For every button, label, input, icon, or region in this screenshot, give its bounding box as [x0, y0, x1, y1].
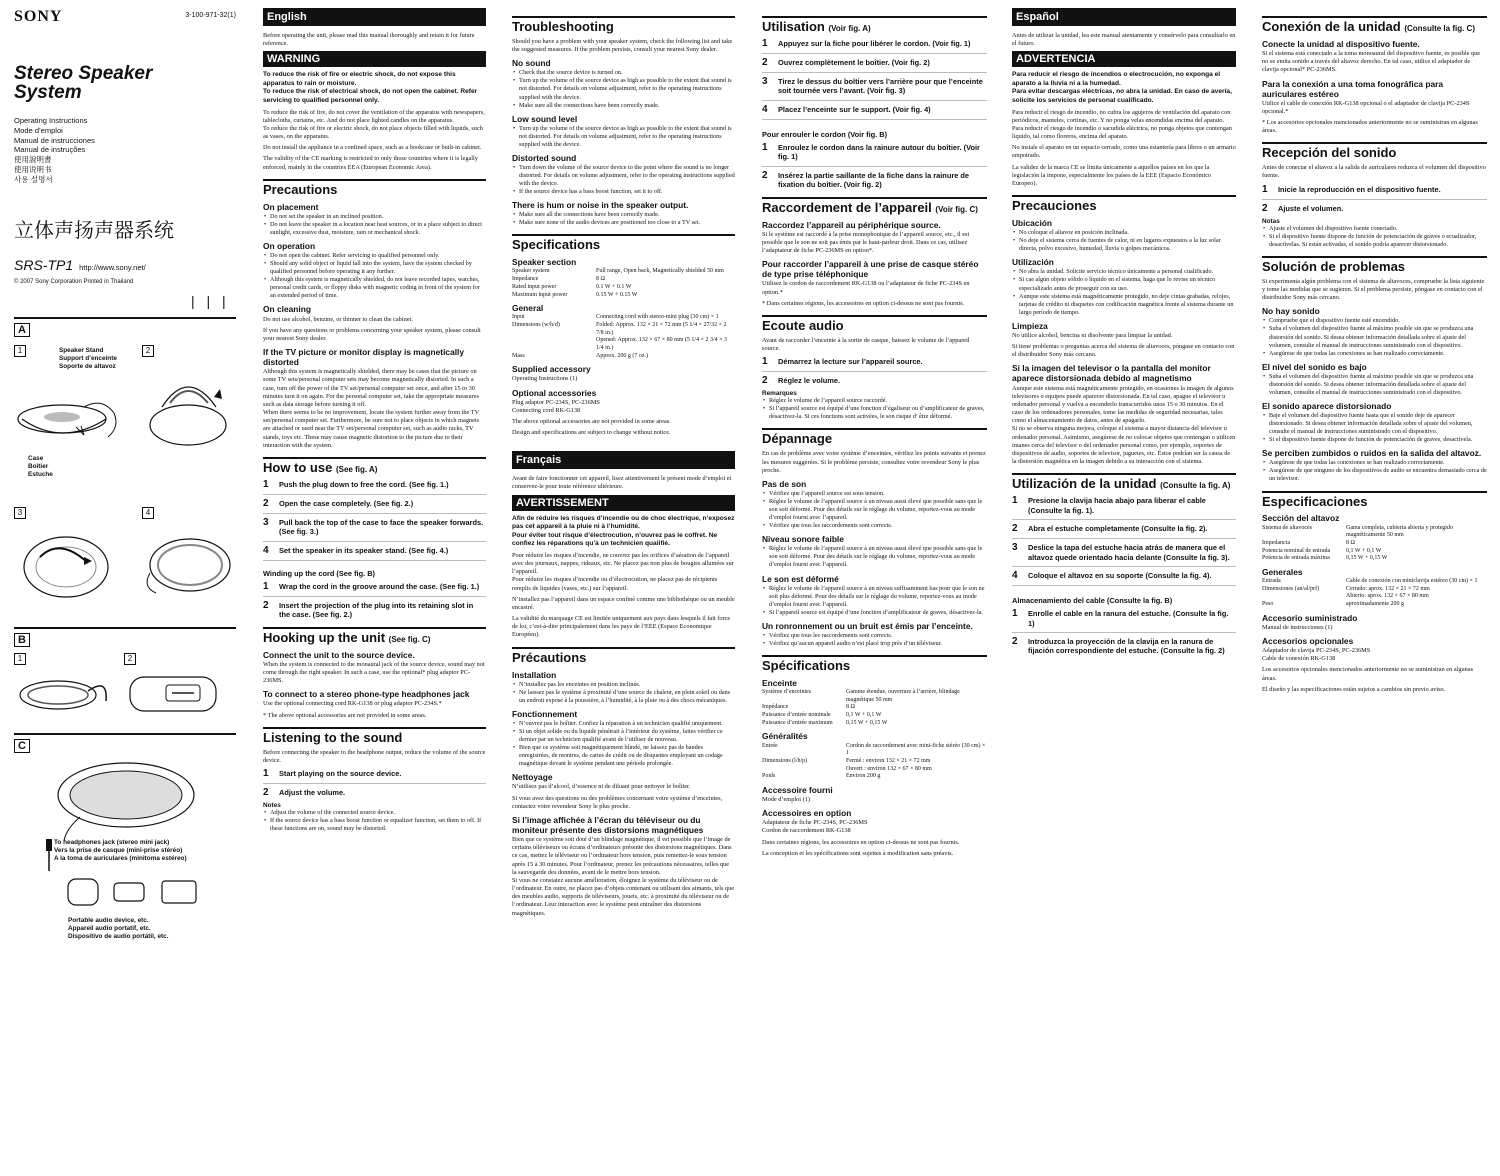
spec-row: Potencia nominal de entrada 0,1 W + 0,1 W [1262, 547, 1382, 554]
recepcion-step-1: 1 Inicie la reproducción en el dispositivo fuente. [1262, 185, 1487, 200]
notas-list [1262, 225, 1487, 249]
nettoyage-heading: Nettoyage [512, 772, 553, 783]
utilizacion-step-4: 4 Coloque el altavoz en su soporte (Consulte la fig. 4). [1012, 571, 1236, 586]
spec-row: Puissance d’entrée nominale 0,1 W + 0,1 W [762, 712, 882, 719]
no-sound-heading: No sound [512, 58, 551, 69]
distorsionado-list [1262, 412, 1487, 444]
design-note: Design and specifications are subject to change without notice. [512, 429, 671, 437]
utilisation-step-4: 4 Placez l’enceinte sur le support. (Voir fig. 4) [762, 105, 987, 120]
cleaning-text: Do not use alcohol, benzine, or thinner to clean the cabinet. [263, 315, 413, 323]
speaker-stand-label: Speaker Stand Support d’enceinte Soporte de altavoz [59, 347, 117, 371]
precautions-heading: Precautions [263, 179, 486, 198]
spec-row: Entrée Cordon de raccordement avec mini-fiche stéréo (30 cm) × 1 [762, 742, 986, 757]
utilizacion-heading: Utilización [1012, 257, 1054, 268]
utilisation-step-1: 1 Appuyez sur la fiche pour libérer le cordon. (Voir fig. 1) [762, 39, 987, 54]
connect-source-heading: Connect the unit to the source device. [263, 649, 415, 660]
installation-heading: Installation [512, 669, 557, 680]
fig-a-number-2: 2 [142, 345, 154, 357]
almacenamiento-step-1: 1 Enrolle el cable en la ranura del estuche. (Consulte la fig. 1) [1012, 609, 1236, 633]
list-item: • No deje el sistema cerca de fuentes de calor, ni en lugares expuestos a la luz solar directa, polvo excesivo, humedad, lluvia o golpes mecánicos. [1012, 237, 1236, 253]
fig-c-devices-illustration [58, 875, 208, 913]
french-questions-text: Si vous avez des questions ou des problèmes concernant votre système d’enceintes, contactez votre revendeur Sony le plus proche. [512, 794, 723, 810]
almacenamiento-heading: Almacenamiento del cable (Consulte la fig. B) [1012, 596, 1173, 606]
list-item: • Réglez le volume de l’appareil source à un niveau aussi élevé que possible sans que le son soit déformé. Pour des détails sur le réglage du volume, reportez-vous au mode d’emploi fourni avec l’appareil. [762, 498, 987, 522]
depannage-heading: Dépannage [762, 428, 987, 447]
french-tv-heading: Si l’image affichée à l’écran du téléviseur ou du moniteur présente des distorsions magnétiques [512, 814, 704, 835]
list-item: • Make sure all the connections have been correctly made. [512, 102, 735, 110]
ecoute-step-2: 2 Réglez le volume. [762, 375, 841, 387]
spec-row: Sistema de altavoces Gama completa, cubierta abierta y protegido magnéticamente 50 mm [1262, 524, 1453, 539]
no-sound-list [512, 69, 735, 109]
spanish-column-1 [1012, 8, 1236, 660]
section-label-b: B [14, 633, 30, 647]
avertissement-text: Pour réduire les risques d’incendie, ne couvrez pas les orifices d’aération de l’appareil avec des journaux, nappes, rideaux, etc. Ne placez pas non plus de bougies allumées sur l’appareil. Pour réduire les risques d’incendie ou d’électrocution, ne placez pas de récipients remplis de liquides (vases, etc.) sur l’appareil. [512, 551, 734, 592]
fig-b1-illustration [16, 673, 112, 723]
list-item: • N’installez pas les enceintes en position inclinée. [512, 681, 735, 689]
spec-row: Dimensions (l/h/p) Fermé : environ 132 × 21 × 72 mm Ouvert : environ 132 × 67 × 80 mm [762, 757, 932, 772]
fig-b2-illustration [126, 669, 226, 725]
no-hay-sonido-heading: No hay sonido [1262, 306, 1320, 317]
spanish-language-header: Español [1012, 8, 1236, 26]
list-item: • If the source device has a bass boost function, set it to off. [512, 188, 735, 196]
spec-row: Potencia de entrada máxima 0,15 W + 0,15 W [1262, 555, 1388, 562]
tv-distortion-heading: If the TV picture or monitor display is magnetically distorted [263, 347, 465, 368]
list-item: • Vérifiez que l’appareil source est sous tension. [762, 490, 987, 498]
hooking-up-heading: Hooking up the unit (See fig. C) [263, 627, 486, 646]
french-language-header: Français [512, 451, 735, 469]
warning-text: To reduce the risk of fire, do not cover the ventilation of the apparatus with newspapers, tablecloths, curtains, etc. And do not place lighted candles on the apparatus. To reduce the risk of fire or electric shock, do not place objects filled with liquids, such as vases, on the apparatus. [263, 108, 485, 141]
spanish-optional-footnote: * Los accesorios opcionales mencionados anteriormente no se suministran en algunas áreas. [1262, 119, 1478, 135]
depannage-intro: En cas de problème avec votre système d’enceintes, vérifiez les points suivants et prenez les mesures suggérées. Si le problème persiste, consultez votre revendeur Sony le plus proche. [762, 450, 986, 474]
list-item: • Turn up the volume of the source device as high as possible to the extent that sound is not distorted. For details on volume adjustment, refer to the operating instructions supplied with the device. [512, 125, 735, 149]
listening-step-2: 2 Adjust the volume. [263, 786, 346, 798]
install-text: Do not install the appliance in a confined space, such as a bookcase or built-in cabinet. [263, 144, 482, 152]
list-item: • Asegúrese de que todas las conexiones se han realizado correctamente. [1262, 459, 1487, 467]
enceinte-heading: Enceinte [762, 678, 797, 688]
niveau-faible-heading: Niveau sonore faible [762, 534, 844, 545]
general-spec-table [512, 314, 735, 360]
english-french-column [512, 8, 735, 921]
low-sound-list [512, 125, 735, 149]
fig-a1-illustration [14, 377, 124, 457]
spec-row: Système d’enceintes Gamme étendue, ouverture à l’arrière, blindage magnétique 50 mm [762, 689, 960, 703]
general-heading: General [512, 303, 544, 314]
sony-logo: SONY [14, 8, 63, 25]
fonctionnement-heading: Fonctionnement [512, 708, 578, 719]
manual-titles: Operating Instructions Mode d’emploi Manual de instrucciones Manual de instruções 使用說明書 使用说明书 사용 설명서 [14, 116, 95, 184]
list-item: • Vérifiez que tous les raccordements sont corrects. [762, 522, 987, 530]
nivel-bajo-list [1262, 373, 1487, 397]
list-item: • Si l’appareil source est équipé d’une fonction d’amplificateur de graves, désactivez-la. [762, 609, 987, 617]
list-item: • Réglez le volume de l’appareil source à un niveau suffisamment bas pour que le son ne soit plus déformé. Pour des détails sur le réglage du volume, reportez-vous au mode d’emploi fourni avec l’appareil. [762, 585, 987, 609]
enceinte-spec-table [762, 689, 987, 727]
utilizacion-step-1: 1 Presione la clavija hacia abajo para liberar el cable (Consulte la fig. 1). [1012, 496, 1236, 520]
stereo-jack-text: Use the optional connecting cord RK-G138 or plug adaptor PC-234S.* [263, 700, 442, 708]
operation-list [263, 252, 486, 300]
list-item: • Ajuste el volumen del dispositivo fuente conectado. [1262, 225, 1487, 233]
fig-a-number-1: 1 [14, 345, 26, 357]
avertissement-header: AVERTISSEMENT [512, 495, 735, 511]
part-number: 3-100-971-32(1) [185, 12, 236, 19]
notes-list [263, 809, 486, 833]
ronronnement-heading: Un ronronnement ou un bruit est émis par l’enceinte. [762, 620, 973, 631]
accesorio-suministrado-text: Manual de instrucciones (1) [1262, 623, 1333, 631]
list-item: • N’ouvrez pas le boîtier. Confiez la réparation à un technicien qualifié uniquement. [512, 720, 735, 728]
no-hay-sonido-list [1262, 317, 1487, 357]
conecte-heading: Conecte la unidad al dispositivo fuente. [1262, 38, 1420, 49]
raccorder-text: Si le système est raccordé à la prise monophonique de l’appareil source, etc., il est possible que le son ne soit pas émis par le haut-parleur droit. Dans ce cas, utilisez l’adaptateur de fiche PC-236MS en option*. [762, 230, 970, 255]
speaker-section-heading: Speaker section [512, 257, 577, 268]
distorsionado-heading: El sonido aparece distorsionado [1262, 400, 1392, 411]
listening-step-1: 1 Start playing on the source device. [263, 769, 486, 784]
advertencia-header: ADVERTENCIA [1012, 51, 1236, 67]
listening-text: Before connecting the speaker to the headphone output, reduce the volume of the source device. [263, 748, 486, 764]
list-item: • No abra la unidad. Solicite servicio técnico únicamente a personal cualificado. [1012, 268, 1236, 276]
how-to-use-heading: How to use (See fig. A) [263, 457, 486, 476]
connect-source-text: When the system is connected to the monaural jack of the source device, sound may not come through the right speaker. In such a case, use the optional* plug adaptor PC-236MS. [263, 660, 485, 685]
spanish-install-text: No instale el aparato en un espacio cerrado, como una estantería para libros o un armario empotrado. [1012, 144, 1236, 160]
recepcion-step-2: 2 Ajuste el volumen. [1262, 202, 1344, 214]
french-tv-text: Bien que ce système soit doté d’un blindage magnétique, il est possible que l’image de certains téléviseurs ou écrans d’ordinateurs présente des distorsions magnétiques. Dans ce cas, mettez le téléviseur ou l’ordinateur hors tension, puis remettez-le sous tension après 15 à 30 minutes. Pour l’ordinateur, prenez les précautions nécessaires, telles que la sauvegarde des données, avant de le mettre hors tension. Si vous ne constatez aucune amélioration, éloignez le système du téléviseur ou de l’ordinateur. En outre, ne placez pas d’objets contenant ou utilisant des aimants, tels que des meubles audio, supports de téléviseurs, jouets, etc. à proximité du téléviseur ou de l’ordinateur. Leur interaction avec le système peut entraîner des distorsions magnétiques. [512, 836, 735, 917]
spec-row: Entrada Cable de conexión con miniclavija estéreo (30 cm) × 1 [1262, 578, 1478, 584]
list-item: • Make sure none of the audio devices are positioned too close to a TV set. [512, 219, 735, 227]
spanish-tv-text: Aunque este sistema está magnéticamente protegido, en ocasiones la imagen de algunos televisores o equipos puede aparecer distorsionada. En tal caso, apague el televisor u ordenador personal y vuelva a encenderlo transcurridos unos 15 o 30 minutos. En el caso de los ordenadores personales, tome las medidas de seguridad necesarias, tales como el almacenamiento de datos, antes de apagarlo. Si no se observa ninguna mejora, coloque el sistema a mayor distancia del televisor u ordenador personal. Asimismo, asegúrese de no colocar objetos que contengan o utilicen imanes cerca del televisor o del ordenador personal como, por ejemplo, soportes de dispositivos de audio, soportes de televisor, juguetes, etc. Éstos podrían ser la causa de la distorsión magnética en la imagen debido a su interacción con el sistema. [1012, 384, 1236, 466]
limpieza-text: No utilice alcohol, bencina ni disolvente para limpiar la unidad. [1012, 331, 1173, 339]
notas-heading: Notas [1262, 217, 1280, 225]
how-step-1: 1 Push the plug down to free the cord. (See fig. 1.) [263, 480, 486, 495]
nivel-bajo-heading: El nivel del sonido es bajo [1262, 361, 1367, 372]
spanish-questions-text: Si tiene problemas o preguntas acerca del sistema de altavoces, póngase en contacto con el distribuidor Sony más cercano. [1012, 343, 1235, 359]
fig-b-number-1: 1 [14, 653, 26, 665]
list-item: • Compruebe que el dispositivo fuente esté encendido. [1262, 317, 1487, 325]
almacenamiento-step-2: 2 Introduzca la proyección de la clavija en la ranura de fijación correspondiente del estuche. (Consulte la fig. 2) [1012, 636, 1225, 656]
on-cleaning-heading: On cleaning [263, 304, 311, 315]
tv-distortion-text: Although this system is magnetically shielded, there may be cases that the picture on some TV sets/personal computer sets may become magnetically distorted. In such a case, turn off the power of the TV set/personal computer set once, and after 15 to 30 minutes turn it on again. For the personal computer set, take the appropriate measures such as data storage before turning it off. When there seems to be no improvement, locate the system further away from the TV set/personal computer set. Furthermore, be sure not to place objects in which magnets are attached or used near the TV set/personal computer set, such as audio racks, TV stands, toys etc. These may cause magnetic distortion to the picture due to their interaction with the system. [263, 368, 480, 449]
list-item: • Si cae algún objeto sólido o líquido en el sistema, haga que lo revise un técnico especializado antes de proseguir con su uso. [1012, 276, 1236, 292]
questions-text: If you have any questions or problems concerning your speaker system, please consult your nearest Sony dealer. [263, 326, 481, 342]
niveau-faible-list [762, 545, 987, 569]
supplied-accessory-text: Operating Instructions (1) [512, 375, 578, 383]
list-item: • Do not set the speaker in an inclined position. [263, 213, 486, 221]
list-item: • Turn down the volume of the source device to the point where the sound is no longer distorted. For details on volume adjustment, refer to the operating instructions supplied with the device. [512, 164, 735, 188]
specifications-fr-heading: Spécifications [762, 655, 987, 674]
list-item: • Baje el volumen del dispositivo fuente hasta que el sonido deje de aparecer distorsionado. Si desea obtener información detallada sobre el ajuste del volumen, consulte el manual de instrucciones suministrado con el dispositivo. [1262, 412, 1487, 436]
figure-b-illustrations [14, 647, 236, 733]
spanish-column-2 [1262, 8, 1487, 697]
optional-accessories-text: Plug adaptor PC-234S, PC-236MS Connecting cord RK-G138 [512, 398, 600, 414]
list-item: • Réglez le volume de l’appareil source raccordé. [762, 397, 987, 405]
cover-column [14, 8, 236, 953]
english-intro: Before operating the unit, please read this manual thoroughly and retain it for future reference. [263, 32, 475, 48]
portable-devices-label: Portable audio device, etc. Appareil audio portatif, etc. Dispositivo de audio portátil, etc. [68, 917, 169, 941]
list-item: • Check that the source device is turned on. [512, 69, 735, 77]
spec-row: Dimensions (w/h/d) Folded: Approx. 132 × 21 × 72 mm (5 1/4 × 27/32 × 2 7/8 in.) Opened: Approx. 132 × 67 × 80 mm (5 1/4 × 2 3/4 × 3 1/4 in.) [512, 321, 728, 351]
estereo-text: Utilice el cable de conexión RK-G138 opcional o el adaptador de clavija PC-234S opcional.* [1262, 99, 1470, 115]
precauciones-heading: Precauciones [1012, 195, 1236, 214]
spec-row: Rated input power 0.1 W + 0.1 W [512, 283, 632, 290]
fig-b-number-2: 2 [124, 653, 136, 665]
list-item: • Asegúrese de que ninguno de los dispositivos de audio se encuentra demasiado cerca de un televisor. [1262, 467, 1487, 483]
copyright: © 2007 Sony Corporation Printed in Thailand [14, 279, 134, 286]
fonctionnement-list [512, 720, 735, 768]
accesorios-opcionales-heading: Accesorios opcionales [1262, 635, 1354, 646]
ronronnement-list [762, 632, 987, 648]
list-item: • Although this system is magnetically shielded, do not leave recorded tapes, watches, personal credit cards, or floppy disks with magnetic coding in front of the system for an extended period of time. [263, 276, 486, 300]
on-operation-heading: On operation [263, 241, 316, 251]
how-step-4: 4 Set the speaker in its speaker stand. (See fig. 4.) [263, 546, 486, 561]
list-item: • Adjust the volume of the connected source device. [263, 809, 486, 817]
troubleshooting-heading: Troubleshooting [512, 16, 735, 35]
list-item: • Should any solid object or liquid fall into the system, have the system checked by qualified personnel before operating it any further. [263, 260, 486, 276]
accessoires-option-note: Dans certaines régions, les accessoires en option ci-dessus ne sont pas fournis. [762, 838, 960, 846]
fig-a-number-3: 3 [14, 507, 26, 519]
accessoire-fourni-text: Mode d’emploi (1) [762, 795, 810, 803]
zumbidos-list [1262, 459, 1487, 483]
how-step-2: 2 Open the case completely. (See fig. 2.) [263, 499, 486, 514]
listening-heading: Listening to the sound [263, 727, 486, 746]
list-item: • Do not leave the speaker in a location near heat sources, or in a place subject to direct sunlight, excessive dust, moisture, rain or mechanical shock. [263, 221, 486, 237]
spec-row: Maximum input power 0.15 W + 0.15 W [512, 291, 638, 298]
list-item: • Bien que ce système soit magnétiquement blindé, ne laissez pas de bandes enregistrées, de montres, de cartes de crédit ou de disquettes employant un codage magnétique devant le système pendant une période prolongée. [512, 744, 735, 768]
case-label: Case Boîtier Estuche [28, 455, 53, 479]
son-deforme-list [762, 585, 987, 617]
pas-de-son-list [762, 490, 987, 530]
spanish-tv-heading: Si la imagen del televisor o la pantalla del monitor aparece distorsionada debido al magnetismo [1012, 363, 1211, 384]
altavoz-spec-table [1262, 525, 1487, 563]
list-item: • Make sure all the connections have been correctly made. [512, 211, 735, 219]
ecoute-heading: Ecoute audio [762, 315, 987, 334]
list-item: • Aunque este sistema está magnéticamente protegido, no deje cintas grabadas, relojes, tarjetas de crédito ni disquetes con codificación magnética frente al sistema durante un largo período de tiempo. [1012, 293, 1236, 317]
ubicacion-heading: Ubicación [1012, 218, 1053, 229]
utilisation-heading: Utilisation (Voir fig. A) [762, 16, 987, 35]
advertencia-text: Para reducir el riesgo de incendio, no cubra los agujeros de ventilación del aparato con periódicos, manteles, cortinas, etc. Y no ponga velas encendidas encima del aparato. Para reducir el riesgo de incendio o sacudida eléctrica, no ponga objetos que contengan líquido, tal como floreros, encima del aparato. [1012, 108, 1232, 141]
notes-heading: Notes [263, 801, 281, 809]
english-column-1 [263, 8, 486, 835]
remarques-list [762, 397, 987, 421]
list-item: • Asegúrese de que todas las conexiones se han realizado correctamente. [1262, 350, 1487, 358]
chinese-title: 立体声扬声器系统 [14, 218, 174, 243]
remarques-heading: Remarques [762, 390, 797, 398]
ce-marking-text: The validity of the CE marking is restricted to only those countries where it is legally enforced, mainly in the countries EEA (European Economic Area). [263, 155, 478, 171]
spec-row: Peso aproximadamente 200 g [1262, 601, 1404, 608]
product-title: Stereo Speaker System [14, 63, 153, 103]
spec-row: Input Connecting cord with stereo-mini plug (30 cm) × 1 [512, 314, 719, 321]
stereo-jack-heading: To connect to a stereo phone-type headphones jack [263, 689, 470, 700]
installation-list [512, 681, 735, 705]
son-deforme-heading: Le son est déformé [762, 573, 839, 584]
distorted-sound-heading: Distorted sound [512, 152, 577, 163]
low-sound-heading: Low sound level [512, 113, 578, 124]
accesorios-opcionales-note: Los accesorios opcionales mencionados anteriormente no se suministran en algunas áreas. [1262, 666, 1474, 682]
generalites-heading: Généralités [762, 731, 808, 742]
list-item: • Vérifiez que tous les raccordements sont corrects. [762, 632, 987, 640]
cover-header [14, 8, 236, 26]
model-row [14, 257, 236, 273]
list-item: • Réglez le volume de l’appareil source à un niveau aussi élevé que possible sans que le son soit déformé. Pour des détails sur le réglage du volume, reportez-vous au mode d’emploi fourni avec l’appareil. [762, 545, 987, 569]
french-intro: Avant de faire fonctionner cet appareil, lisez attentivement le présent mode d’emploi et conservez-le pour toute référence ultérieure. [512, 475, 732, 491]
spec-row: Dimensiones (an/al/prf) Cerrado: aprox. 132 × 21 × 72 mm Abierto: aprox. 132 × 67 × 80 mm [1262, 585, 1430, 600]
troubleshooting-intro: Should you have a problem with your speaker system, check the following list and take the suggested measures. If the problem persists, consult your nearest Sony dealer. [512, 37, 733, 54]
winding-heading: Winding up the cord (See fig. B) [263, 568, 376, 578]
spec-row: Mass Approx. 200 g (7 oz.) [512, 352, 648, 359]
estereo-heading: Para la conexión a una toma fonográfica para auriculares estéreo [1262, 78, 1444, 99]
fig-a-number-4: 4 [142, 507, 154, 519]
how-step-3: 3 Pull back the top of the case to face the speaker forwards. (See fig. 3.) [263, 518, 486, 542]
sony-url: http://www.sony.net/ [79, 263, 146, 273]
fig-a3-illustration [18, 527, 128, 607]
utilisation-step-3: 3 Tirez le dessus du boîtier vers l’arrière pour que l’enceinte soit tournée vers l’avant. (Voir fig. 3) [762, 77, 987, 101]
generalites-spec-table [762, 743, 987, 781]
conexion-heading: Conexión de la unidad (Consulte la fig. C) [1262, 16, 1487, 35]
accesorios-opcionales-text: Adaptador de clavija PC-234S, PC-236MS Cable de conexión RK-G138 [1262, 647, 1371, 663]
section-label-c: C [14, 739, 30, 753]
optional-accessories-heading: Optional accessories [512, 387, 597, 398]
print-marks: | | | [191, 293, 230, 310]
accessoires-option-text: Adaptateur de fiche PC-234S, PC-236MS Cordon de raccordement RK-G138 [762, 819, 868, 835]
spec-row: Speaker system Full range, Open back, Magnetically shielded 50 mm [512, 268, 724, 275]
zumbidos-heading: Se perciben zumbidos o ruidos en la salida del altavoz. [1262, 448, 1482, 459]
avertissement-bold-text: Afin de réduire les risques d’incendie ou de choc électrique, n’exposez pas cet appareil à la pluie ni à l’humidité. Pour éviter tout risque d’électrocution, n’ouvrez pas le coffret. Ne confiez les réparations qu’à un technicien qualifié. [512, 514, 735, 548]
enrouler-step-2: 2 Insérez la partie saillante de la fiche dans la rainure de fixation du boîtier. (Voir fig. 2) [762, 169, 970, 190]
french-design-note: La conception et les spécifications sont sujettes à modification sans préavis. [762, 849, 954, 857]
solucion-heading: Solución de problemas [1262, 256, 1487, 275]
list-item: • Turn up the volume of the source device as high as possible to the extent that sound is not distorted. For details on volume adjustment, refer to the operating instructions supplied with the device. [512, 77, 735, 101]
list-item: • Ne laissez pas le système à proximité d’une source de chaleur, en plein soleil ou dans un endroit exposé à la poussière, à l’humidité, à la pluie ou à des chocs mécaniques. [512, 689, 735, 705]
list-item: • Si el dispositivo fuente dispone de función de potenciación de graves, desactívela. [1262, 436, 1487, 444]
figure-section-b [14, 627, 236, 647]
figure-c-illustrations [14, 753, 236, 953]
accessoire-fourni-heading: Accessoire fourni [762, 784, 833, 795]
fig-c-speaker-illustration [50, 757, 200, 841]
utilizacion-unidad-heading: Utilización de la unidad (Consulte la fig. A) [1012, 473, 1236, 492]
utilisation-step-2: 2 Ouvrez complètement le boîtier. (Voir fig. 2) [762, 58, 987, 73]
especificaciones-heading: Especificaciones [1262, 491, 1487, 510]
optional-footnote: * The above optional accessories are not provided in some areas. [263, 711, 427, 719]
utilizacion-list [1012, 268, 1236, 316]
limpieza-heading: Limpieza [1012, 320, 1048, 331]
specifications-heading: Specifications [512, 234, 735, 253]
fig-a2-illustration [144, 367, 236, 457]
conecte-text: Si el sistema está conectado a la toma monoaural del dispositivo fuente, es posible que no se emita sonido a través del altavoz derecho. En tal caso, utilice el adaptador de clavija opcional* PC-236MS. [1262, 50, 1481, 74]
figure-section-c [14, 733, 236, 753]
generales-spec-table [1262, 578, 1487, 609]
fig-c-plug-icon [44, 839, 54, 879]
french-optional-footnote: * Dans certaines régions, les accessoires en option ci-dessus ne sont pas fournis. [762, 299, 965, 307]
list-item: • Do not open the cabinet. Refer servicing to qualified personnel only. [263, 252, 486, 260]
spec-row: Puissance d’entrée maximum 0,15 W + 0,15 W [762, 719, 888, 726]
french-ce-text: La validité du marquage CE est limitée uniquement aux pays dans lesquels il fait force de loi, c’est-à-dire principalement dans les pays de l’EEE (Espace Economique Européen). [512, 615, 731, 639]
figure-a-illustrations [14, 337, 236, 627]
ecoute-text: Avant de raccorder l’enceinte à la sortie de casque, baissez le volume de l’appareil source. [762, 336, 970, 353]
figure-section-a [14, 317, 236, 337]
recepcion-text: Antes de conectar el altavoz a la salida de auriculares reduzca el volumen del dispositivo fuente. [1262, 164, 1486, 180]
enrouler-heading: Pour enrouler le cordon (Voir fig. B) [762, 129, 888, 139]
ubicacion-list [1012, 229, 1236, 253]
placement-list [263, 213, 486, 237]
english-language-header: English [263, 8, 486, 26]
raccorder-heading: Raccordez l’appareil au périphérique source. [762, 219, 941, 230]
spec-row: Impedancia 8 Ω [1262, 539, 1355, 546]
nettoyage-text: N’utilisez pas d’alcool, d’essence ni de diluant pour nettoyer le boîtier. [512, 783, 691, 791]
french-install-text: N’installez pas l’appareil dans un espace confiné comme une bibliothèque ou un meuble encastré. [512, 595, 735, 611]
warning-header: WARNING [263, 51, 486, 67]
spec-row: Poids Environ 200 g [762, 773, 881, 780]
seccion-altavoz-heading: Sección del altavoz [1262, 513, 1340, 524]
warning-bold-text: To reduce the risk of fire or electric shock, do not expose this apparatus to rain or moisture. To reduce the risk of electrical shock, do not open the cabinet. Refer servicing to qualified personnel only. [263, 71, 478, 105]
hum-noise-list [512, 211, 735, 227]
hum-noise-heading: There is hum or noise in the speaker output. [512, 200, 689, 211]
winding-step-1: 1 Wrap the cord in the groove around the case. (See fig. 1.) [263, 582, 486, 597]
accessoires-option-heading: Accessoires en option [762, 808, 852, 819]
supplied-accessory-heading: Supplied accessory [512, 364, 591, 375]
accesorio-suministrado-heading: Accesorio suministrado [1262, 612, 1358, 623]
model-name: SRS-TP1 [14, 257, 74, 274]
winding-step-2: 2 Insert the projection of the plug into its retaining slot in the case. (See fig. 2.) [263, 599, 474, 620]
headphones-jack-label: To headphones jack (stereo mini jack) Vers la prise de casque (mini-prise stéréo) A la toma de auriculares (minitoma estéreo) [54, 839, 187, 863]
list-item: • Si l’appareil source est équipé d’une fonction d’égaliseur ou d’amplificateur de graves, désactivez-la. Si ces fonctions sont activées, le son risque d’ être déformé. [762, 405, 987, 421]
precautions-fr-heading: Précautions [512, 647, 735, 666]
spec-row: Impedance 8 Ω [512, 276, 605, 283]
generales-heading: Generales [1262, 566, 1303, 577]
utilizacion-step-2: 2 Abra el estuche completamente (Consulte la fig. 2). [1012, 524, 1236, 539]
ecoute-step-1: 1 Démarrez la lecture sur l’appareil source. [762, 357, 987, 372]
spanish-design-note: El diseño y las especificaciones están sujetos a cambios sin previo aviso. [1262, 685, 1446, 693]
list-item: • If the source device has a bass boost function or equalizer function, set them to off. If these functions are on, sound may be distorted. [263, 817, 486, 833]
spanish-ce-text: La validez de la marca CE se limita únicamente a aquellos países en los que la legislación la impone, especialmente los países de la EEE (Espacio Económico Europeo). [1012, 163, 1212, 187]
enrouler-step-1: 1 Enroulez le cordon dans la rainure autour du boîtier. (Voir fig. 1) [762, 143, 987, 167]
list-item: • No coloque el altavoz en posición inclinada. [1012, 229, 1236, 237]
utilizacion-step-3: 3 Deslice la tapa del estuche hacia atrás de manera que el altavoz quede orientado hacia delante (Consulte la fig. 3). [1012, 543, 1236, 567]
optional-accessories-note: The above optional accessories are not provided in some areas. [512, 417, 671, 425]
on-placement-heading: On placement [263, 201, 319, 212]
list-item: • Vérifiez qu’aucun appareil audio n’est placé trop près d’un téléviseur. [762, 640, 987, 648]
stereo-fr-text: Utilisez le cordon de raccordement RK-G138 ou l’adaptateur de fiche PC-234S en option.* [762, 280, 970, 296]
stereo-fr-heading: Pour raccorder l’appareil à une prise de casque stéréo de type prise téléphonique [762, 259, 979, 280]
list-item: • Suba el volumen del dispositivo fuente al máximo posible sin que se produzca una distorsión del sonido. Si desea obtener información detallada sobre el ajuste del volumen, consulte el manual de instrucciones suministrado con el dispositivo. [1262, 373, 1487, 397]
solucion-intro: Si experimenta algún problema con el sistema de altavoces, compruebe la lista siguiente y tome las medidas que se sugieren. Si el problema persiste, póngase en contacto con el distribuidor Sony más cercano. [1262, 277, 1485, 302]
advertencia-bold-text: Para reducir el riesgo de incendios o electrocución, no exponga el aparato a la lluvia ni a la humedad. Para evitar descargas eléctricas, no abra la unidad. En caso de avería, solicite los servicios de personal cualificado. [1012, 71, 1232, 105]
section-label-a: A [14, 323, 30, 337]
spec-row: Impédance 8 Ω [762, 704, 855, 711]
pas-de-son-heading: Pas de son [762, 478, 807, 489]
recepcion-heading: Recepción del sonido [1262, 142, 1487, 161]
list-item: • Si un objet solide ou du liquide pénétrait à l’intérieur du système, faites vérifier ce dernier par un technicien qualifié avant de l’utiliser de nouveau. [512, 728, 735, 744]
list-item: • Si el dispositivo fuente dispone de función de potenciación de graves o ecualizador, desactívelas. Si están activadas, el sonido podría aparecer distorsionado. [1262, 233, 1487, 249]
french-column [762, 8, 987, 861]
speaker-spec-table [512, 268, 735, 299]
distorted-sound-list [512, 164, 735, 196]
spanish-intro: Antes de utilizar la unidad, lea este manual atentamente y consérvelo para consultarlo en el futuro. [1012, 32, 1236, 48]
list-item: • Suba el volumen del dispositivo fuente al máximo posible sin que se produzca una distorsión del sonido. Si desea obtener información detallada sobre el ajuste del volumen, consulte el manual de instrucciones suministrado con el dispositivo. [1262, 325, 1487, 349]
raccordement-heading: Raccordement de l’appareil (Voir fig. C) [762, 197, 987, 216]
fig-a4-illustration [144, 525, 236, 609]
